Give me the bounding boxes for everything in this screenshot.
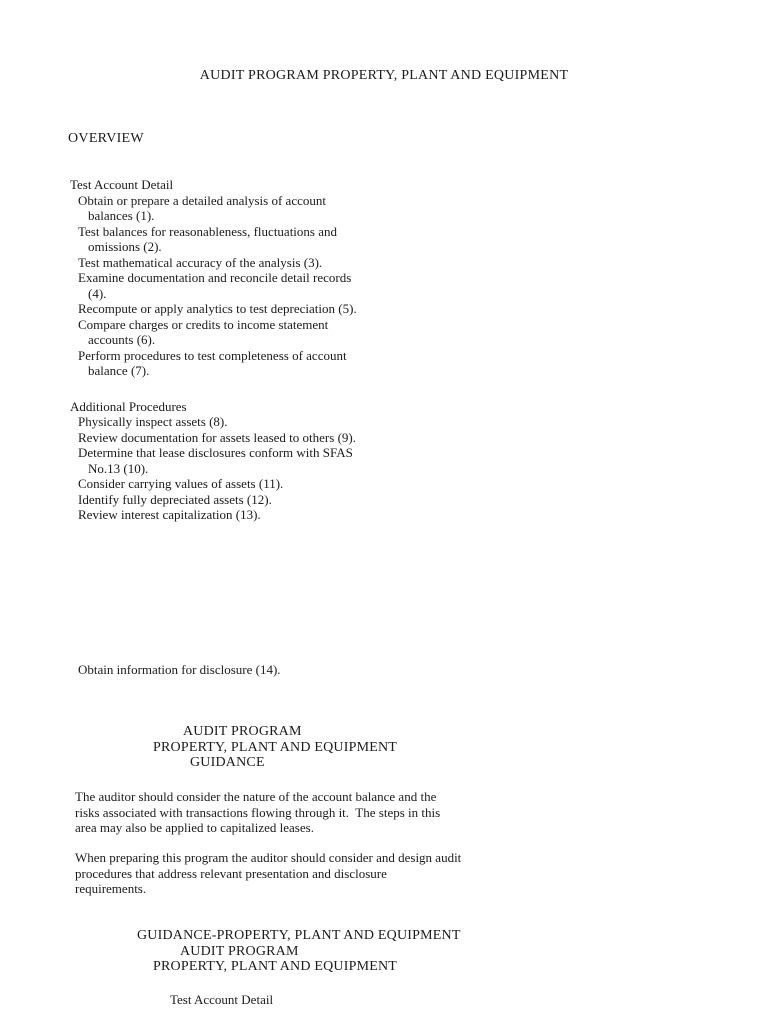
additional-procedures-heading: Additional Procedures: [70, 398, 187, 414]
text-line: (4).: [88, 285, 107, 301]
text-line: GUIDANCE: [190, 755, 265, 771]
text-line: Determine that lease disclosures conform with SFAS: [78, 445, 353, 460]
test-account-detail-lines: [70, 193, 490, 379]
text-line: AUDIT PROGRAM: [180, 943, 299, 959]
additional-procedures-lines: [70, 414, 490, 523]
disclosure-line: Obtain information for disclosure (14).: [78, 662, 281, 677]
text-line: When preparing this program the auditor should consider and design audit: [75, 850, 462, 865]
procedures-section: [70, 177, 490, 523]
text-line: Compare charges or credits to income statement: [78, 316, 329, 332]
text-line: Test balances for reasonableness, fluctuations and: [78, 223, 337, 239]
text-line: Review documentation for assets leased to others (9).: [78, 429, 356, 445]
text-line: PROPERTY, PLANT AND EQUIPMENT: [153, 959, 398, 975]
text-line: balances (1).: [88, 208, 155, 223]
text-line: Obtain or prepare a detailed analysis of account: [78, 192, 326, 208]
text-line: Perform procedures to test completeness of account: [78, 347, 347, 363]
text-line: procedures that address relevant presentation and disclosure: [75, 865, 387, 881]
text-line: AUDIT PROGRAM: [183, 724, 302, 739]
text-line: GUIDANCE-PROPERTY, PLANT AND EQUIPMENT: [137, 928, 461, 943]
guidance-paragraph-1: [75, 789, 545, 836]
test-account-detail-heading: Test Account Detail: [70, 177, 174, 192]
guidance-paragraph-2: [75, 850, 545, 897]
text-line: The auditor should consider the nature of the account balance and the: [75, 789, 437, 804]
text-line: omissions (2).: [88, 239, 162, 254]
text-line: Physically inspect assets (8).: [78, 414, 228, 429]
text-line: PROPERTY, PLANT AND EQUIPMENT: [153, 739, 398, 755]
text-line: Examine documentation and reconcile detail records: [78, 270, 352, 285]
text-line: Identify fully depreciated assets (12).: [78, 491, 272, 507]
text-line: Recompute or apply analytics to test depreciation (5).: [78, 301, 357, 316]
document-title: AUDIT PROGRAM PROPERTY, PLANT AND EQUIPMENT: [199, 68, 569, 83]
footer-heading-block: [0, 928, 768, 975]
text-line: Consider carrying values of assets (11).: [78, 476, 284, 491]
text-line: area may also be applied to capitalized leases.: [75, 820, 314, 835]
text-line: balance (7).: [88, 363, 150, 378]
text-line: Test mathematical accuracy of the analysis (3).: [78, 254, 323, 270]
guidance-heading-block: [0, 724, 768, 771]
text-line: requirements.: [75, 881, 147, 896]
text-line: risks associated with transactions flowing through it. The steps in this: [75, 804, 441, 820]
text-line: No.13 (10).: [88, 460, 149, 476]
overview-heading: OVERVIEW: [68, 131, 144, 146]
text-line: accounts (6).: [88, 332, 156, 347]
text-line: Review interest capitalization (13).: [78, 507, 261, 522]
footer-test-account-detail: Test Account Detail: [170, 992, 274, 1007]
